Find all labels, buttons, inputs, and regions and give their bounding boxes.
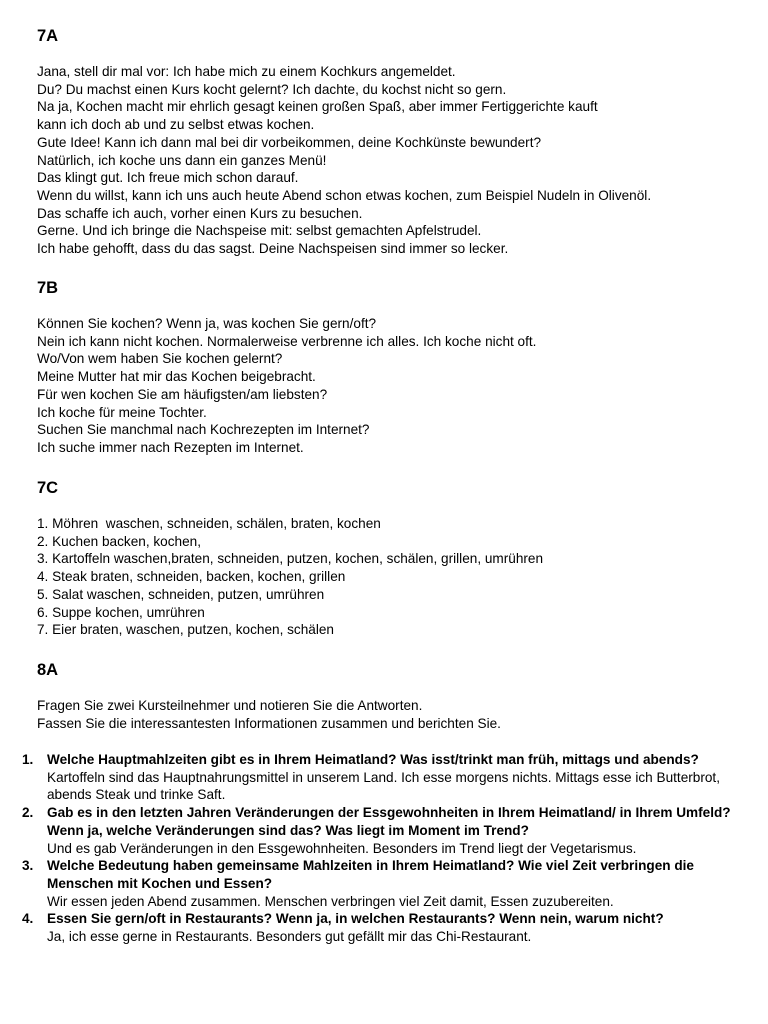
section-7b — [37, 278, 737, 457]
section-8a-heading: 8A — [37, 661, 59, 679]
interview-line: Ich suche immer nach Rezepten im Internet. — [37, 439, 304, 455]
interview-line: Nein ich kann nicht kochen. Normalerweise verbrenne ich alles. Ich koche nicht oft. — [37, 333, 537, 349]
dialogue-line: Ich habe gehofft, dass du das sagst. Deine Nachspeisen sind immer so lecker. — [37, 241, 509, 257]
interview-line: Meine Mutter hat mir das Kochen beigebracht. — [37, 369, 316, 385]
dialogue-line: Natürlich, ich koche uns dann ein ganzes Menü! — [37, 152, 327, 168]
interview-line: Wo/Von wem haben Sie kochen gelernt? — [37, 351, 283, 367]
question-item — [22, 910, 742, 945]
section-8a — [37, 660, 737, 732]
interview-line: Ich koche für meine Tochter. — [37, 404, 207, 420]
question-text: Welche Hauptmahlzeiten gibt es in Ihrem Heimatland? Was isst/trinkt man früh, mittags und abends? — [47, 752, 699, 767]
section-7b-heading: 7B — [37, 279, 59, 297]
instruction-line: Fassen Sie die interessantesten Informationen zusammen und berichten Sie. — [37, 715, 501, 731]
answer-text: Ja, ich esse gerne in Restaurants. Besonders gut gefällt mir das Chi-Restaurant. — [47, 929, 532, 945]
answer-text: Und es gab Veränderungen in den Essgewohnheiten. Besonders im Trend liegt der Vegetarismus. — [47, 840, 637, 856]
dialogue-line: Das schaffe ich auch, vorher einen Kurs zu besuchen. — [37, 205, 363, 221]
question-item — [22, 804, 742, 857]
section-7c-heading: 7C — [37, 479, 59, 497]
dialogue-line: kann ich doch ab und zu selbst etwas kochen. — [37, 117, 315, 133]
list-item: 2. Kuchen backen, kochen, — [37, 533, 201, 549]
question-text: Gab es in den letzten Jahren Veränderungen der Essgewohnheiten in Ihrem Heimatland/ in Ihrem Umfeld? Wenn ja, welche Veränderungen sind das? Was liegt im Moment im Trend? — [47, 805, 731, 838]
question-list — [22, 751, 742, 946]
list-item: 5. Salat waschen, schneiden, putzen, umrühren — [37, 586, 325, 602]
question-text: Welche Bedeutung haben gemeinsame Mahlzeiten in Ihrem Heimatland? Wie viel Zeit verbringen die Menschen mit Kochen und Essen? — [47, 858, 694, 891]
dialogue-line: Das klingt gut. Ich freue mich schon darauf. — [37, 170, 299, 186]
question-number: 4. — [22, 911, 34, 927]
interview-line: Suchen Sie manchmal nach Kochrezepten im Internet? — [37, 422, 370, 438]
dialogue-line: Gute Idee! Kann ich dann mal bei dir vorbeikommen, deine Kochkünste bewundert? — [37, 134, 542, 150]
question-item — [22, 751, 742, 804]
question-number: 1. — [22, 752, 34, 767]
dialogue-line: Du? Du machst einen Kurs kocht gelernt? Ich dachte, du kochst nicht so gern. — [37, 81, 507, 97]
list-item: 1. Möhren waschen, schneiden, schälen, braten, kochen — [37, 516, 381, 531]
question-text: Essen Sie gern/oft in Restaurants? Wenn ja, in welchen Restaurants? Wenn nein, warum nicht? — [47, 911, 664, 927]
dialogue-line: Jana, stell dir mal vor: Ich habe mich zu einem Kochkurs angemeldet. — [37, 64, 456, 79]
question-number: 2. — [22, 805, 34, 821]
section-7a-heading: 7A — [37, 27, 59, 45]
question-item — [22, 857, 742, 910]
dialogue-line: Na ja, Kochen macht mir ehrlich gesagt keinen großen Spaß, aber immer Fertiggerichte kauft — [37, 99, 598, 115]
answer-text: Wir essen jeden Abend zusammen. Menschen verbringen viel Zeit damit, Essen zuzubereiten. — [47, 893, 614, 909]
section-7a — [37, 26, 737, 258]
list-item: 7. Eier braten, waschen, putzen, kochen, schälen — [37, 622, 334, 638]
answer-text: Kartoffeln sind das Hauptnahrungsmittel in unserem Land. Ich esse morgens nichts. Mittags esse ich Butterbrot, abends Steak und trinke Saft. — [47, 769, 720, 803]
section-7c — [37, 478, 737, 639]
interview-line: Können Sie kochen? Wenn ja, was kochen Sie gern/oft? — [37, 316, 377, 331]
dialogue-line: Gerne. Und ich bringe die Nachspeise mit: selbst gemachten Apfelstrudel. — [37, 223, 482, 239]
question-number: 3. — [22, 858, 34, 874]
list-item: 4. Steak braten, schneiden, backen, kochen, grillen — [37, 569, 346, 585]
instruction-line: Fragen Sie zwei Kursteilnehmer und notieren Sie die Antworten. — [37, 698, 423, 713]
interview-line: Für wen kochen Sie am häufigsten/am liebsten? — [37, 386, 328, 402]
list-item: 3. Kartoffeln waschen,braten, schneiden, putzen, kochen, schälen, grillen, umrühren — [37, 551, 544, 567]
dialogue-line: Wenn du willst, kann ich uns auch heute Abend schon etwas kochen, zum Beispiel Nudeln in Olivenöl. — [37, 187, 652, 203]
list-item: 6. Suppe kochen, umrühren — [37, 604, 205, 620]
